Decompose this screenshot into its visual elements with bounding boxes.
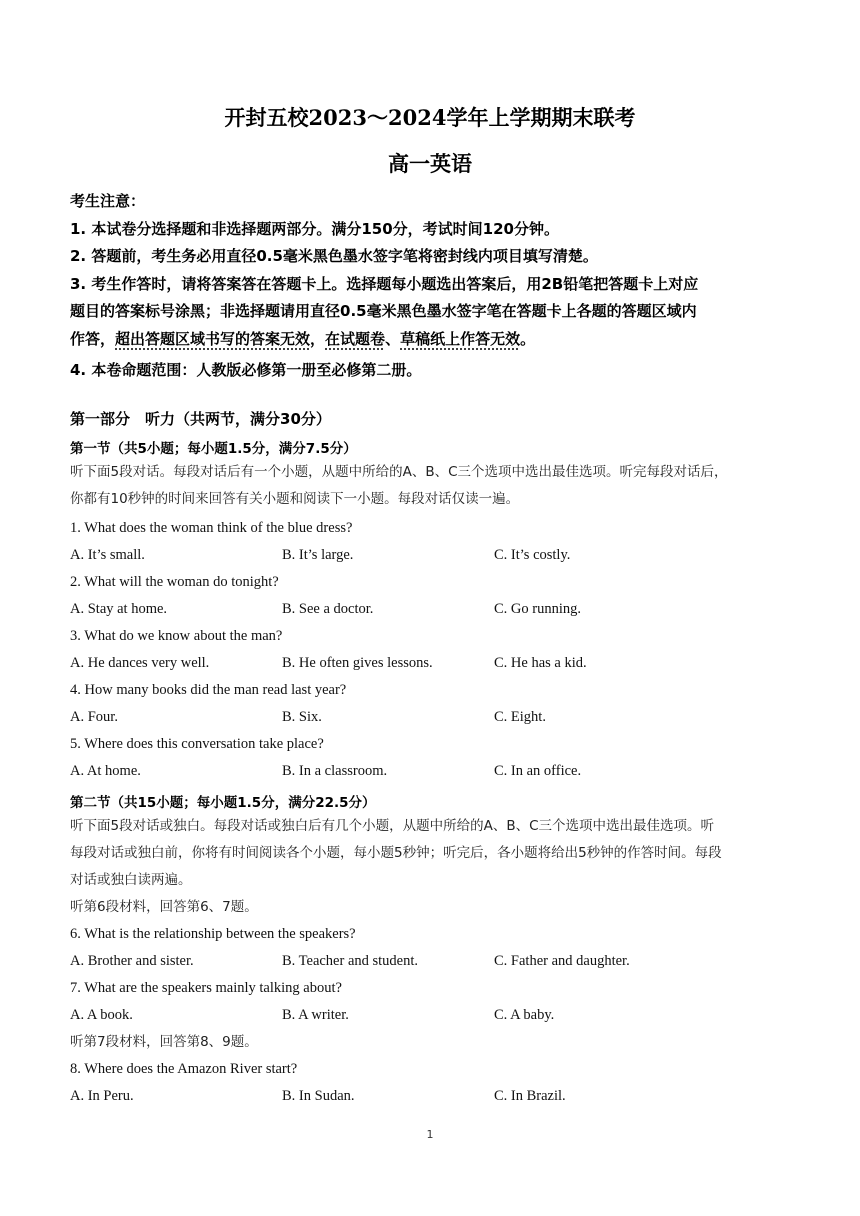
option-c: C. A baby.	[494, 1007, 555, 1023]
section-2-title: 第二节（共15小题；每小题1.5分，满分22.5分）	[70, 795, 376, 811]
option-c: C. Go running.	[494, 601, 581, 617]
option-b: B. Teacher and student.	[282, 953, 419, 969]
question-5: 5. Where does this conversation take place?	[70, 736, 324, 752]
option-b: B. A writer.	[282, 1007, 349, 1023]
option-a: A. Stay at home.	[70, 601, 168, 617]
question-3: 3. What do we know about the man?	[70, 628, 283, 644]
page-subtitle: 高一英语	[388, 151, 472, 176]
section-1-instructions	[70, 459, 794, 513]
notice-text: 、	[385, 329, 401, 348]
option-b: B. In Sudan.	[282, 1088, 355, 1104]
question-4: 4. How many books did the man read last year?	[70, 682, 347, 698]
part-1-title: 第一部分 听力（共两节，满分30分）	[70, 410, 331, 428]
question-6: 6. What is the relationship between the speakers?	[70, 926, 356, 942]
section-2-instructions	[70, 813, 794, 921]
option-a: A. He dances very well.	[70, 655, 210, 671]
option-c: C. He has a kid.	[494, 655, 587, 671]
notice-emphasis: 超出答题区域书写的答案无效	[115, 329, 311, 348]
option-a: A. In Peru.	[70, 1088, 134, 1104]
page-number: 1	[426, 1128, 434, 1141]
question-1: 1. What does the woman think of the blue dress?	[70, 520, 353, 536]
notice-heading: 考生注意：	[70, 192, 146, 210]
material-7-note-wrap	[70, 1029, 794, 1056]
notice-item-3-line-1: 3. 考生作答时，请将答案答在答题卡上。选择题每小题选出答案后，用2B铅笔把答题卡上对应	[70, 274, 699, 293]
notice-item-4: 4. 本卷命题范围：人教版必修第一册至必修第二册。	[70, 361, 422, 379]
page-title: 开封五校2023～2024学年上学期期末联考	[224, 105, 636, 130]
question-2: 2. What will the woman do tonight?	[70, 574, 279, 590]
option-a: A. It’s small.	[70, 547, 145, 563]
option-c: C. In an office.	[494, 763, 582, 779]
option-a: A. Brother and sister.	[70, 953, 194, 969]
instruction-line: 每段对话或独白前，你将有时间阅读各个小题，每小题5秒钟；听完后，各小题将给出5秒钟的作答时间。每段	[70, 845, 722, 861]
option-b: B. In a classroom.	[282, 763, 388, 779]
instruction-line: 听下面5段对话或独白。每段对话或独白后有几个小题，从题中所给的A、B、C三个选项中选出最佳选项。听	[70, 818, 715, 834]
option-c: C. It’s costly.	[494, 547, 571, 563]
notice-text: 。	[520, 329, 536, 348]
candidate-notice	[70, 188, 800, 385]
question-7: 7. What are the speakers mainly talking about?	[70, 980, 342, 996]
notice-emphasis: 草稿纸上作答无效	[400, 329, 521, 348]
notice-item-1: 1. 本试卷分选择题和非选择题两部分。满分150分，考试时间120分钟。	[70, 219, 559, 238]
question-8: 8. Where does the Amazon River start?	[70, 1061, 298, 1077]
option-c: C. Eight.	[494, 709, 546, 725]
instruction-line: 你都有10秒钟的时间来回答有关小题和阅读下一小题。每段对话仅读一遍。	[70, 491, 520, 507]
notice-text: 作答，	[70, 329, 116, 348]
section-1-title: 第一节（共5小题；每小题1.5分，满分7.5分）	[70, 441, 357, 457]
option-c: C. In Brazil.	[494, 1088, 566, 1104]
material-note: 听第7段材料，回答第8、9题。	[70, 1034, 258, 1050]
option-b: B. See a doctor.	[282, 601, 374, 617]
option-b: B. It’s large.	[282, 547, 354, 563]
notice-item-2: 2. 答题前，考生务必用直径0.5毫米黑色墨水签字笔将密封线内项目填写清楚。	[70, 247, 598, 265]
option-a: A. A book.	[70, 1007, 133, 1023]
instruction-line: 听下面5段对话。每段对话后有一个小题，从题中所给的A、B、C三个选项中选出最佳选项。听完每段对话后，	[70, 464, 728, 480]
material-note: 听第6段材料，回答第6、7题。	[70, 899, 258, 915]
instruction-line: 对话或独白读两遍。	[70, 872, 192, 888]
option-a: A. Four.	[70, 709, 118, 725]
option-b: B. Six.	[282, 709, 322, 725]
option-b: B. He often gives lessons.	[282, 655, 433, 671]
notice-emphasis: 在试题卷	[325, 329, 386, 348]
notice-text: ，	[310, 329, 326, 348]
option-c: C. Father and daughter.	[494, 953, 630, 969]
notice-item-3-line-3	[70, 326, 800, 354]
notice-item-3-line-2: 题目的答案标号涂黑；非选择题请用直径0.5毫米黑色墨水签字笔在答题卡上各题的答题区域内	[70, 302, 697, 320]
option-a: A. At home.	[70, 763, 141, 779]
